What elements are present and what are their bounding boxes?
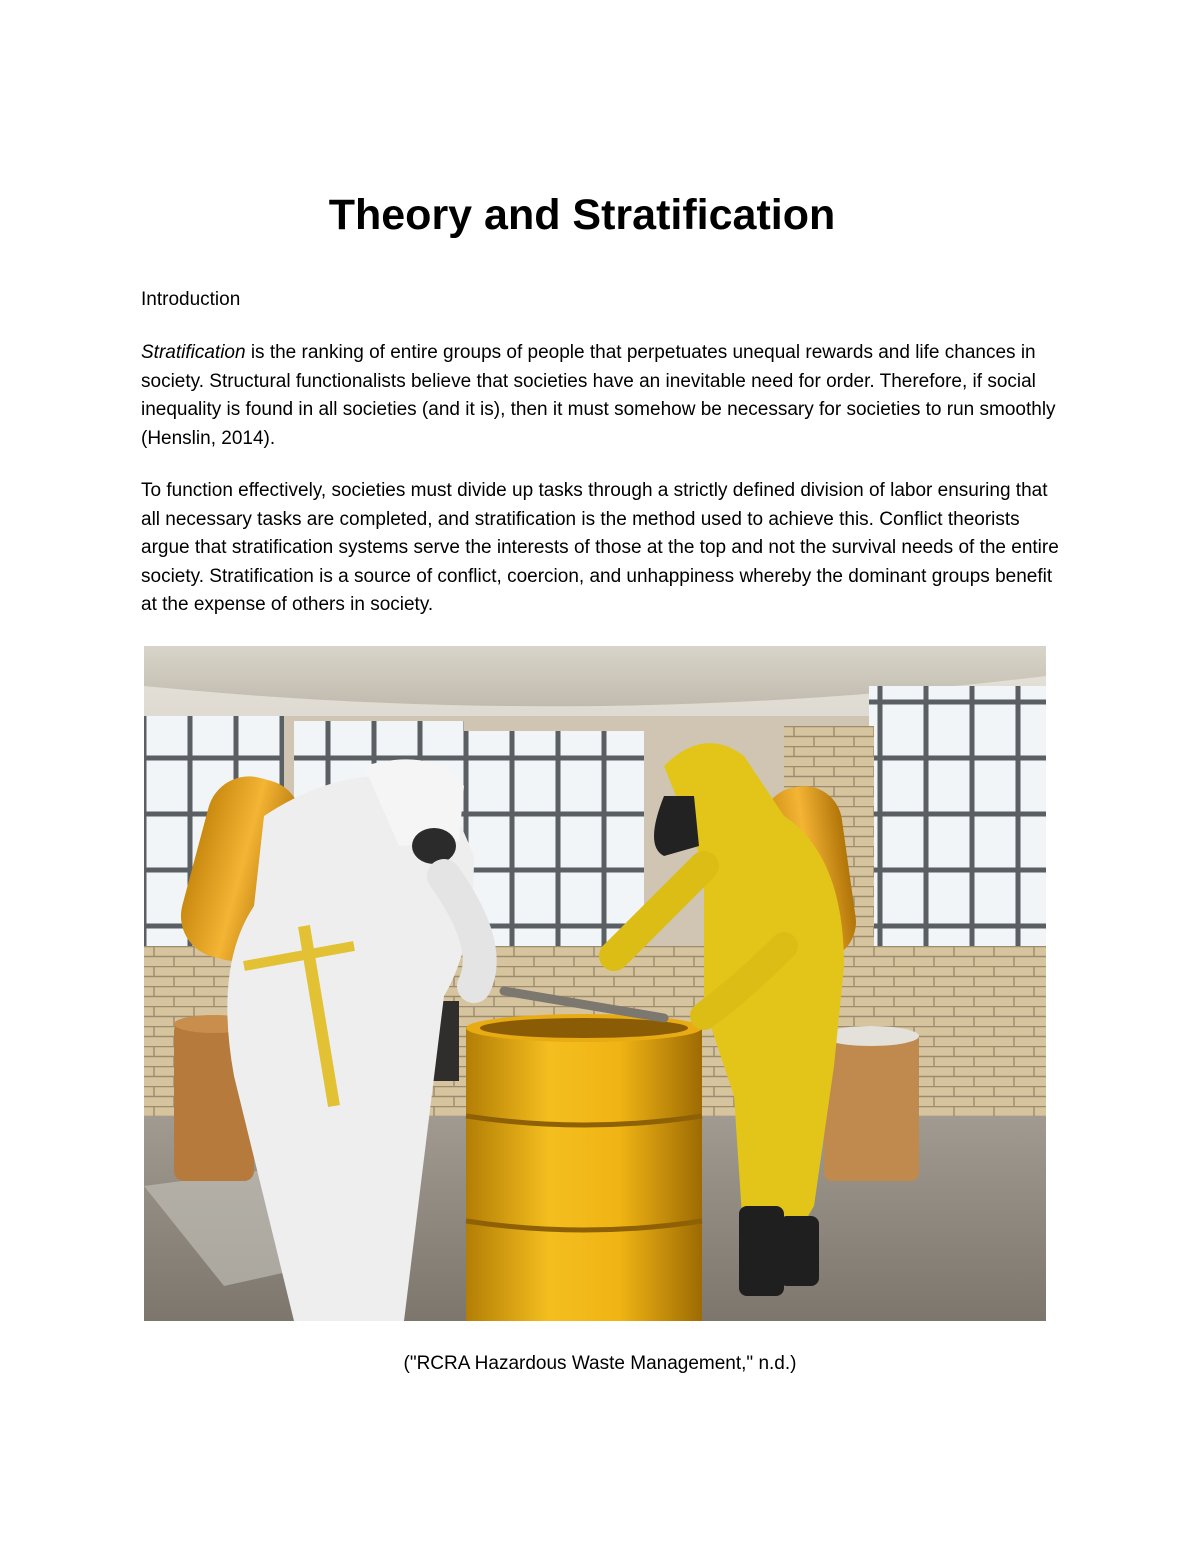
paragraph-1-text: is the ranking of entire groups of people that perpetuates unequal rewards and life chances in society. Structural functionalists believe that societies have an inevitable need for order. Therefore, if social inequality is found in all societies (and it is), then it must somehow be necessary for societies to run smoothly (Henslin, 2014). [141, 342, 1056, 449]
paragraph-2: To function effectively, societies must divide up tasks through a strictly defined division of labor ensuring that all necessary tasks are completed, and stratification is the method used to achieve this. Conflict theorists argue that stratification systems serve the interests of those at the top and not the survival needs of the entire society. Stratification is a source of conflict, coercion, and unhappiness whereby the dominant groups benefit at the expense of others in society. [141, 480, 1059, 615]
figure-caption: ("RCRA Hazardous Waste Management," n.d.) [403, 1353, 797, 1374]
hazmat-workers-photo [144, 646, 1046, 1321]
section-heading: Introduction [141, 289, 241, 310]
document-title: Theory and Stratification [328, 191, 836, 239]
defined-term: Stratification [141, 342, 246, 363]
paragraph-1 [141, 339, 1071, 453]
